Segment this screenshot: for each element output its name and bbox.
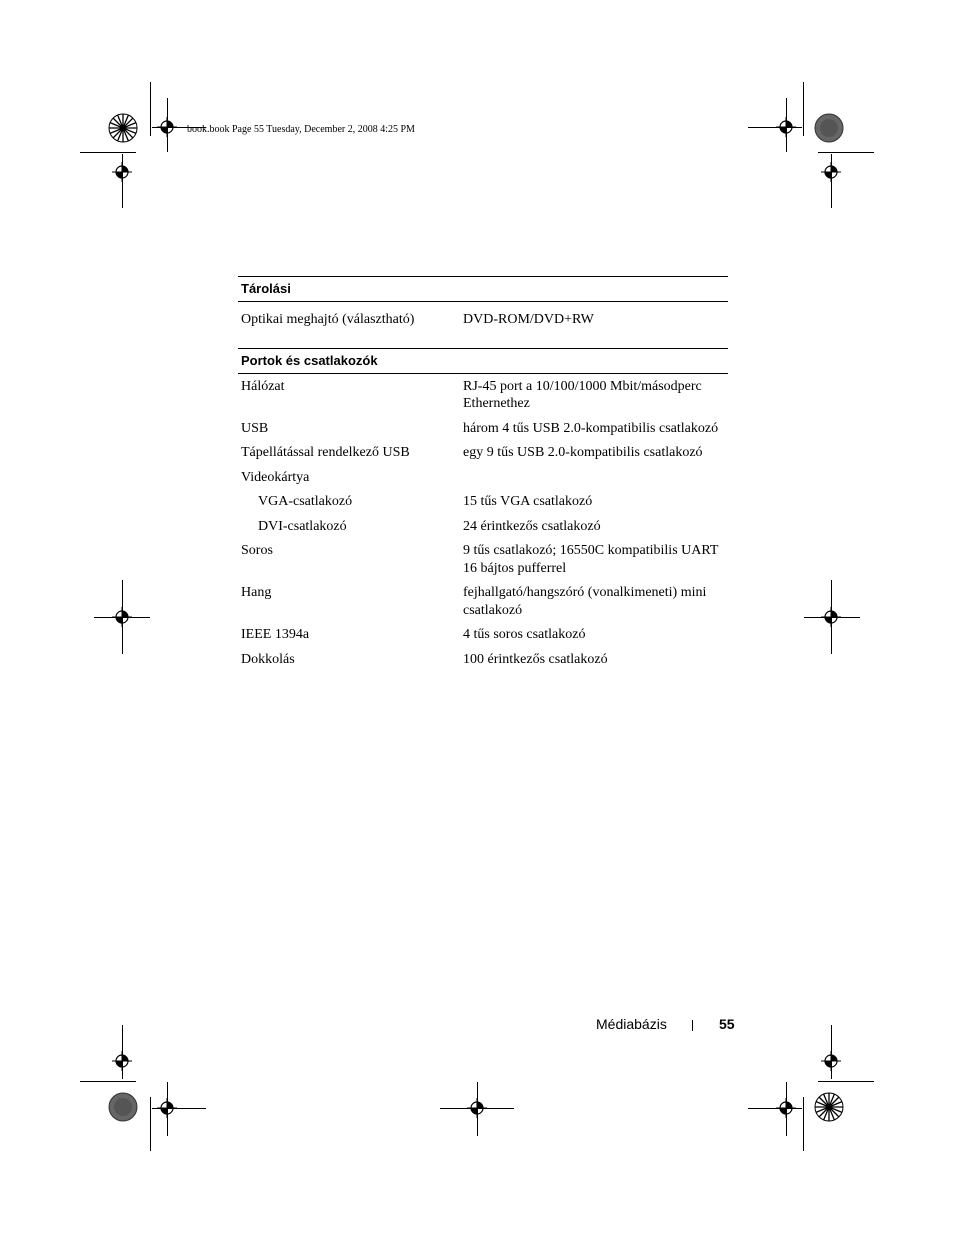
row-value: 15 tűs VGA csatlakozó <box>463 494 593 509</box>
registration-target-icon <box>467 1098 487 1118</box>
table-row <box>238 542 728 577</box>
table-row <box>238 378 728 413</box>
table-row <box>238 626 728 644</box>
registration-target-icon <box>776 1098 796 1118</box>
table-row <box>238 518 728 536</box>
section-heading: Tárolási <box>238 276 728 302</box>
table-row <box>238 493 728 511</box>
registration-target-icon <box>112 1051 132 1071</box>
table-row <box>238 469 728 487</box>
row-value: DVD-ROM/DVD+RW <box>463 312 594 327</box>
table-row <box>238 651 728 669</box>
row-label: Videokártya <box>241 469 310 485</box>
registration-target-icon <box>821 1051 841 1071</box>
row-value: 100 érintkezős csatlakozó <box>463 651 608 667</box>
registration-target-icon <box>112 607 132 627</box>
registration-target-icon <box>157 117 177 137</box>
footer-section-name: Médiabázis <box>596 1016 667 1032</box>
row-value: 4 tűs soros csatlakozó <box>463 627 586 642</box>
density-circle-icon <box>108 1092 138 1122</box>
registration-target-icon <box>776 117 796 137</box>
table-row <box>238 584 728 619</box>
spec-table <box>238 276 728 668</box>
row-value: 24 érintkezős csatlakozó <box>463 518 601 534</box>
star-target-icon <box>814 1092 844 1122</box>
row-label: DVI-csatlakozó <box>258 518 347 534</box>
row-value <box>463 469 728 487</box>
row-label: Hálózat <box>241 378 285 394</box>
row-value: egy 9 tűs USB 2.0-kompatibilis csatlakozó <box>463 445 703 460</box>
row-label: Optikai meghajtó (választható) <box>241 312 415 327</box>
registration-target-icon <box>821 162 841 182</box>
page-number: 55 <box>719 1016 735 1032</box>
row-label: Soros <box>241 543 273 558</box>
registration-target-icon <box>112 162 132 182</box>
density-circle-icon <box>814 113 844 143</box>
row-label: VGA-csatlakozó <box>258 494 353 509</box>
row-label: Dokkolás <box>241 651 295 667</box>
row-label: USB <box>241 420 269 436</box>
section-heading: Portok és csatlakozók <box>238 348 728 374</box>
registration-target-icon <box>821 607 841 627</box>
registration-target-icon <box>157 1098 177 1118</box>
row-value: 9 tűs csatlakozó; 16550C kompatibilis UART 16 bájtos pufferrel <box>463 543 719 576</box>
table-row <box>238 444 728 462</box>
row-value: fejhallgató/hangszóró (vonalkimeneti) mini csatlakozó <box>463 585 707 618</box>
row-value: három 4 tűs USB 2.0-kompatibilis csatlakozó <box>463 420 719 436</box>
table-row <box>238 420 728 438</box>
row-label: Tápellátással rendelkező USB <box>241 445 410 460</box>
row-label: IEEE 1394a <box>241 627 310 642</box>
footer-divider <box>692 1020 693 1031</box>
row-value: RJ-45 port a 10/100/1000 Mbit/másodperc Ethernethez <box>463 378 702 411</box>
star-target-icon <box>108 113 138 143</box>
print-slug: book.book Page 55 Tuesday, December 2, 2008 4:25 PM <box>187 124 415 135</box>
table-row <box>238 311 728 329</box>
row-label: Hang <box>241 585 272 600</box>
